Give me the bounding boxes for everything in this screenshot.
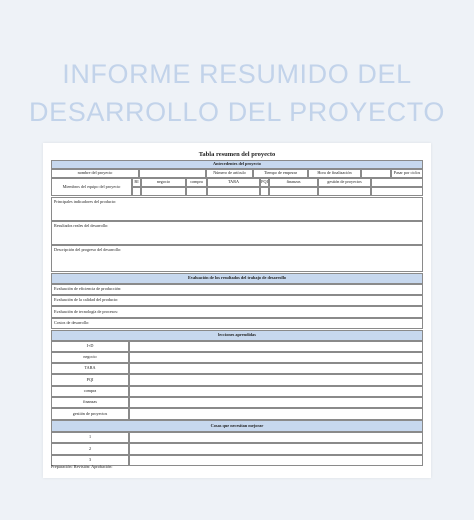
lesson-label: finanzas xyxy=(51,397,129,408)
lesson-value[interactable] xyxy=(129,408,423,420)
lesson-value[interactable] xyxy=(129,341,423,352)
eval-quality-field[interactable]: Evaluación de la calidad del producto: xyxy=(51,295,423,306)
band-lessons-learned: lecciones aprendidas xyxy=(51,330,423,341)
eval-technology-field[interactable]: Evaluación de tecnología de procesos: xyxy=(51,306,423,318)
team-role-business: negocio xyxy=(141,178,186,187)
lesson-value[interactable] xyxy=(129,363,423,374)
team-role-pqi: PQI xyxy=(260,178,269,187)
team-members-label: Miembros del equipo del proyecto xyxy=(51,178,132,196)
team-extra-cell[interactable] xyxy=(371,178,423,187)
heading-line-2: DESARROLLO DEL PROYECTO xyxy=(29,97,445,127)
lesson-label: I+D xyxy=(51,341,129,352)
improvement-number: 3 xyxy=(51,455,129,466)
start-time-label: Tiempo de empezar xyxy=(253,169,308,178)
dev-results-field[interactable]: Resultados reales del desarrollo: xyxy=(51,221,423,245)
team-value-business[interactable] xyxy=(141,187,186,196)
lesson-value[interactable] xyxy=(129,397,423,408)
team-value-extra[interactable] xyxy=(371,187,423,196)
band-evaluation: Evaluación de los resultados del trabajo de desarrollo xyxy=(51,273,423,284)
lesson-value[interactable] xyxy=(129,352,423,363)
eval-efficiency-field[interactable]: Evaluación de eficiencia de producción: xyxy=(51,284,423,295)
dev-costs-field[interactable]: Costos de desarrollo: xyxy=(51,318,423,329)
project-name-value[interactable] xyxy=(139,169,206,178)
lesson-value[interactable] xyxy=(129,386,423,397)
project-name-label: nombre del proyecto xyxy=(51,169,139,178)
lesson-label: TARA xyxy=(51,363,129,374)
end-time-value[interactable] xyxy=(361,169,391,178)
sheet-title: Tabla resumen del proyecto xyxy=(198,151,276,158)
team-value-pqi[interactable] xyxy=(260,187,269,196)
pass-by-cycles-label: Pasar por ciclos xyxy=(391,169,423,178)
lesson-value[interactable] xyxy=(129,374,423,386)
team-role-finance: finanzas xyxy=(269,178,318,187)
progress-description-field[interactable]: Descripción del progreso del desarrollo: xyxy=(51,245,423,272)
team-role-project-management: gestión de proyectos xyxy=(318,178,371,187)
main-indicators-field[interactable]: Principales indicadores del producto: xyxy=(51,197,423,221)
improvement-number: 1 xyxy=(51,432,129,443)
lesson-label: PQI xyxy=(51,374,129,386)
improvement-value[interactable] xyxy=(129,443,423,455)
team-role-purchase: compra xyxy=(186,178,207,187)
team-value-tara[interactable] xyxy=(207,187,260,196)
team-value-bi[interactable] xyxy=(132,187,141,196)
team-value-purchase[interactable] xyxy=(186,187,207,196)
article-number-label: Número de artículo xyxy=(206,169,253,178)
team-value-project-management[interactable] xyxy=(318,187,371,196)
improvement-value[interactable] xyxy=(129,455,423,466)
team-value-finance[interactable] xyxy=(269,187,318,196)
band-things-to-improve: Cosas que necesitan mejorar xyxy=(51,420,423,432)
team-role-bi: BI xyxy=(132,178,141,187)
lesson-label: negocio xyxy=(51,352,129,363)
page-heading xyxy=(0,55,474,131)
band-project-background: Antecedentes del proyecto xyxy=(51,160,423,169)
lesson-label: compra xyxy=(51,386,129,397)
improvement-number: 2 xyxy=(51,443,129,455)
summary-sheet xyxy=(43,143,431,478)
heading-line-1: INFORME RESUMIDO DEL xyxy=(62,59,412,89)
improvement-value[interactable] xyxy=(129,432,423,443)
signature-footer: Preparación: Revisión: Aprobación: xyxy=(51,464,113,469)
end-time-label: Hora de finalización xyxy=(308,169,361,178)
lesson-label: gestión de proyectos xyxy=(51,408,129,420)
team-role-tara: TARA xyxy=(207,178,260,187)
